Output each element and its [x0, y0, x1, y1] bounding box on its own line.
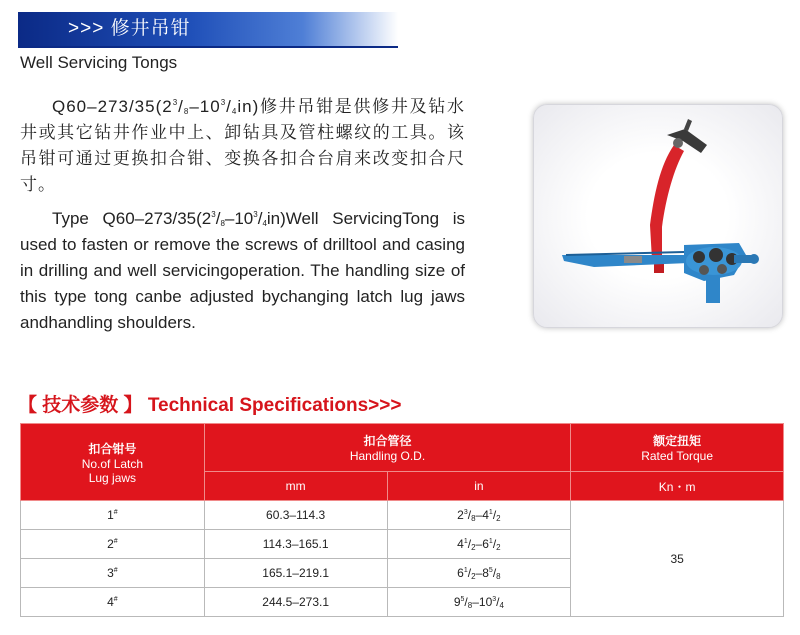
specs-title: 【 技术参数 】 Technical Specifications>>> — [18, 395, 402, 416]
header-unit-mm: mm — [204, 472, 387, 501]
product-photo — [533, 104, 783, 328]
table-row: 2# 114.3–165.1 $4^1/_2-6^1/_2$ — [21, 530, 784, 559]
model-zh: Q60–273/35(2 — [52, 97, 173, 116]
model-en: Type Q60–273/35(2 — [52, 209, 212, 228]
header-jaw-no: 扣合钳号 No.of Latch Lug jaws — [21, 424, 205, 501]
header-unit-in: in — [387, 472, 571, 501]
spec-table — [20, 423, 784, 617]
banner-underline — [18, 46, 398, 48]
section-title: >>> 修井吊钳 — [68, 18, 191, 39]
description-en: Type $Q60-273/35(2^3/_8-10^3/_4in)Well$ ServicingTong is used to fasten or remove the screws of drilltool and casing in drilling and well servicingoperation. The handling size of this type tong canbe adjusted bychanging latch lug jaws andhandling shoulders. — [20, 209, 465, 332]
well-servicing-tong-illustration — [534, 105, 782, 327]
torque-value: 35 — [571, 501, 784, 617]
table-row: 4# 244.5–273.1 $9^5/_8-10^3/_4$ — [21, 588, 784, 617]
description-en-text: )Well ServicingTong is used to fasten or remove the screws of drilltool and casing in drilling and well servicingoperation. The handling size of this type tong canbe adjusted bychanging latch lug jaws andhandling shoulders. — [20, 209, 465, 332]
description-zh-text: 修井吊钳是供修井及钻水井或其它钻井作业中上、卸钻具及管柱螺纹的工具。该吊钳可通过更换扣合钳、变换各扣合台肩来改变扣合尺寸。 — [20, 97, 465, 194]
section-banner — [18, 12, 398, 46]
header-handling-od: 扣合管径 Handling O.D. — [204, 424, 571, 472]
description-zh: $Q60-273/35(2^3/_8-10^3/_4in)$修井吊钳是供修井及钻水井或其它钻井作业中上、卸钻具及管柱螺纹的工具。该吊钳可通过更换扣合钳、变换各扣合台肩来改变扣合尺寸。 — [20, 97, 465, 194]
table-row: 3# 165.1–219.1 $6^1/_2-8^5/_8$ — [21, 559, 784, 588]
header-unit-torque: Kn・m — [571, 472, 784, 501]
section-subtitle: Well Servicing Tongs — [20, 53, 178, 72]
tong-hanger-arm — [650, 145, 684, 260]
table-row: 1# 60.3–114.3 $2^3/_8-4^1/_2$ 35 — [21, 501, 784, 530]
header-rated-torque: 额定扭矩 Rated Torque — [571, 424, 784, 472]
